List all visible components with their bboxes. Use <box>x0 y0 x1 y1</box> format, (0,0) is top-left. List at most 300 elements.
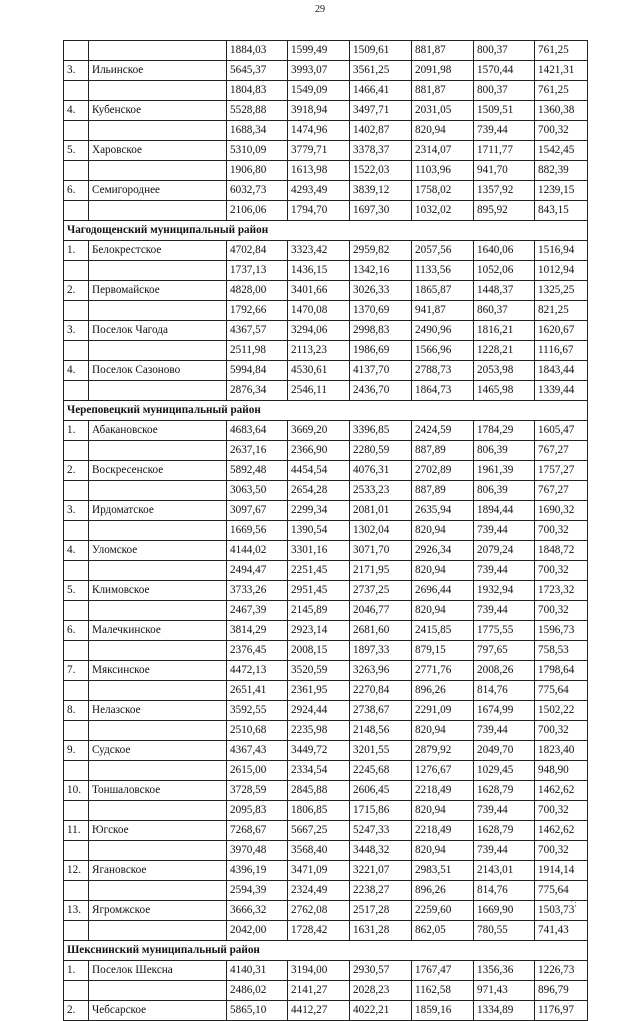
settlement-name: Харовское <box>89 141 227 161</box>
value-cell: 3993,07 <box>288 61 350 81</box>
value-cell: 739,44 <box>474 841 535 861</box>
value-cell: 2251,45 <box>288 561 350 581</box>
value-cell: 2788,73 <box>412 361 474 381</box>
value-cell: 3814,29 <box>227 621 288 641</box>
value-cell: 2238,27 <box>350 881 412 901</box>
value-cell: 1914,14 <box>535 861 588 881</box>
row-number <box>64 121 89 141</box>
value-cell: 2141,27 <box>288 981 350 1001</box>
value-cell: 739,44 <box>474 521 535 541</box>
value-cell: 3026,33 <box>350 281 412 301</box>
value-cell: 3221,07 <box>350 861 412 881</box>
settlement-name <box>89 81 227 101</box>
continuation-row <box>64 161 588 181</box>
value-cell: 2930,57 <box>350 961 412 981</box>
value-cell: 739,44 <box>474 601 535 621</box>
settlement-row <box>64 901 588 921</box>
settlement-name <box>89 801 227 821</box>
value-cell: 3970,48 <box>227 841 288 861</box>
value-cell: 971,43 <box>474 981 535 1001</box>
settlement-name <box>89 161 227 181</box>
value-cell: 2737,25 <box>350 581 412 601</box>
value-cell: 741,43 <box>535 921 588 941</box>
value-cell: 2490,96 <box>412 321 474 341</box>
value-cell: 4076,31 <box>350 461 412 481</box>
value-cell: 1302,04 <box>350 521 412 541</box>
settlement-row <box>64 581 588 601</box>
settlement-name <box>89 441 227 461</box>
value-cell: 2635,94 <box>412 501 474 521</box>
continuation-row <box>64 681 588 701</box>
value-cell: 1728,42 <box>288 921 350 941</box>
value-cell: 2042,00 <box>227 921 288 941</box>
continuation-row <box>64 201 588 221</box>
value-cell: 948,90 <box>535 761 588 781</box>
value-cell: 5892,48 <box>227 461 288 481</box>
settlement-name <box>89 381 227 401</box>
value-cell: 700,32 <box>535 561 588 581</box>
value-cell: 2876,34 <box>227 381 288 401</box>
value-cell: 820,94 <box>412 521 474 541</box>
value-cell: 1613,98 <box>288 161 350 181</box>
value-cell: 1605,47 <box>535 421 588 441</box>
settlement-name <box>89 481 227 501</box>
value-cell: 896,79 <box>535 981 588 1001</box>
value-cell: 1932,94 <box>474 581 535 601</box>
value-cell: 2983,51 <box>412 861 474 881</box>
value-cell: 2879,92 <box>412 741 474 761</box>
continuation-row <box>64 41 588 61</box>
value-cell: 1843,44 <box>535 361 588 381</box>
settlement-name: Чебсарское <box>89 1001 227 1021</box>
settlement-name: Абакановское <box>89 421 227 441</box>
value-cell: 2510,68 <box>227 721 288 741</box>
settlement-row <box>64 1001 588 1021</box>
value-cell: 1674,99 <box>474 701 535 721</box>
page-number: 29 <box>315 4 325 15</box>
value-cell: 3449,72 <box>288 741 350 761</box>
value-cell: 1961,39 <box>474 461 535 481</box>
value-cell: 1798,64 <box>535 661 588 681</box>
value-cell: 2517,28 <box>350 901 412 921</box>
value-cell: 1448,37 <box>474 281 535 301</box>
value-cell: 1421,31 <box>535 61 588 81</box>
row-number: 1. <box>64 421 89 441</box>
value-cell: 2415,85 <box>412 621 474 641</box>
value-cell: 1804,83 <box>227 81 288 101</box>
value-cell: 1370,69 <box>350 301 412 321</box>
row-number <box>64 881 89 901</box>
value-cell: 1509,51 <box>474 101 535 121</box>
value-cell: 1640,06 <box>474 241 535 261</box>
value-cell: 1794,70 <box>288 201 350 221</box>
continuation-row <box>64 921 588 941</box>
value-cell: 2681,60 <box>350 621 412 641</box>
value-cell: 2245,68 <box>350 761 412 781</box>
value-cell: 1848,72 <box>535 541 588 561</box>
settlement-name <box>89 981 227 1001</box>
value-cell: 2280,59 <box>350 441 412 461</box>
settlement-name: Семигороднее <box>89 181 227 201</box>
value-cell: 1859,16 <box>412 1001 474 1021</box>
row-number: 8. <box>64 701 89 721</box>
settlement-name: Поселок Чагода <box>89 321 227 341</box>
value-cell: 1502,22 <box>535 701 588 721</box>
value-cell: 1549,09 <box>288 81 350 101</box>
row-number: 2. <box>64 461 89 481</box>
value-cell: 3301,16 <box>288 541 350 561</box>
value-cell: 1116,67 <box>535 341 588 361</box>
value-cell: 2148,56 <box>350 721 412 741</box>
settlement-name: Белокрестское <box>89 241 227 261</box>
value-cell: 3733,26 <box>227 581 288 601</box>
value-cell: 3063,50 <box>227 481 288 501</box>
settlement-name: Поселок Шексна <box>89 961 227 981</box>
settlement-name: Ягромжское <box>89 901 227 921</box>
settlement-name: Ягановское <box>89 861 227 881</box>
value-cell: 4022,21 <box>350 1001 412 1021</box>
value-cell: 700,32 <box>535 121 588 141</box>
row-number <box>64 601 89 621</box>
value-cell: 2424,59 <box>412 421 474 441</box>
value-cell: 2467,39 <box>227 601 288 621</box>
value-cell: 1697,30 <box>350 201 412 221</box>
value-cell: 5994,84 <box>227 361 288 381</box>
settlement-name: Ильинское <box>89 61 227 81</box>
continuation-row <box>64 561 588 581</box>
value-cell: 896,26 <box>412 881 474 901</box>
value-cell: 814,76 <box>474 881 535 901</box>
value-cell: 1542,45 <box>535 141 588 161</box>
value-cell: 896,26 <box>412 681 474 701</box>
continuation-row <box>64 721 588 741</box>
row-number: 5. <box>64 581 89 601</box>
settlement-row <box>64 281 588 301</box>
value-cell: 5528,88 <box>227 101 288 121</box>
value-cell: 881,87 <box>412 41 474 61</box>
value-cell: 820,94 <box>412 721 474 741</box>
value-cell: 2696,44 <box>412 581 474 601</box>
settlement-name <box>89 261 227 281</box>
settlement-row <box>64 141 588 161</box>
value-cell: 4293,49 <box>288 181 350 201</box>
value-cell: 700,32 <box>535 841 588 861</box>
row-number: 7. <box>64 661 89 681</box>
value-cell: 2028,23 <box>350 981 412 1001</box>
value-cell: 4530,61 <box>288 361 350 381</box>
value-cell: 2171,95 <box>350 561 412 581</box>
value-cell: 2606,45 <box>350 781 412 801</box>
settlement-row <box>64 361 588 381</box>
settlement-name <box>89 721 227 741</box>
continuation-row <box>64 641 588 661</box>
value-cell: 3448,32 <box>350 841 412 861</box>
value-cell: 3918,94 <box>288 101 350 121</box>
value-cell: 941,87 <box>412 301 474 321</box>
value-cell: 1436,15 <box>288 261 350 281</box>
value-cell: 3666,32 <box>227 901 288 921</box>
value-cell: 1669,90 <box>474 901 535 921</box>
value-cell: 4683,64 <box>227 421 288 441</box>
value-cell: 5667,25 <box>288 821 350 841</box>
row-number: 1. <box>64 961 89 981</box>
value-cell: 2095,83 <box>227 801 288 821</box>
value-cell: 700,32 <box>535 521 588 541</box>
row-number <box>64 761 89 781</box>
value-cell: 1570,44 <box>474 61 535 81</box>
value-cell: 800,37 <box>474 81 535 101</box>
row-number: 4. <box>64 361 89 381</box>
value-cell: 2546,11 <box>288 381 350 401</box>
value-cell: 775,64 <box>535 681 588 701</box>
value-cell: 2046,77 <box>350 601 412 621</box>
value-cell: 879,15 <box>412 641 474 661</box>
value-cell: 2511,98 <box>227 341 288 361</box>
settlement-name <box>89 201 227 221</box>
row-number <box>64 921 89 941</box>
value-cell: 1334,89 <box>474 1001 535 1021</box>
settlement-row <box>64 61 588 81</box>
value-cell: 2270,84 <box>350 681 412 701</box>
value-cell: 2771,76 <box>412 661 474 681</box>
value-cell: 4140,31 <box>227 961 288 981</box>
settlement-row <box>64 501 588 521</box>
tariff-table <box>63 40 588 1021</box>
continuation-row <box>64 521 588 541</box>
continuation-row <box>64 121 588 141</box>
row-number <box>64 841 89 861</box>
district-title: Чагодощенский муниципальный район <box>64 221 588 241</box>
value-cell: 5645,37 <box>227 61 288 81</box>
value-cell: 3201,55 <box>350 741 412 761</box>
value-cell: 1628,79 <box>474 821 535 841</box>
value-cell: 2008,26 <box>474 661 535 681</box>
value-cell: 2235,98 <box>288 721 350 741</box>
value-cell: 1775,55 <box>474 621 535 641</box>
row-number <box>64 381 89 401</box>
district-header-row <box>64 941 588 961</box>
value-cell: 1599,49 <box>288 41 350 61</box>
value-cell: 3323,42 <box>288 241 350 261</box>
value-cell: 3071,70 <box>350 541 412 561</box>
continuation-row <box>64 601 588 621</box>
settlement-row <box>64 741 588 761</box>
value-cell: 5865,10 <box>227 1001 288 1021</box>
settlement-name: Климовское <box>89 581 227 601</box>
value-cell: 3568,40 <box>288 841 350 861</box>
value-cell: 1792,66 <box>227 301 288 321</box>
value-cell: 4396,19 <box>227 861 288 881</box>
value-cell: 4454,54 <box>288 461 350 481</box>
row-number <box>64 801 89 821</box>
value-cell: 2998,83 <box>350 321 412 341</box>
settlement-name <box>89 121 227 141</box>
row-number <box>64 341 89 361</box>
value-cell: 2594,39 <box>227 881 288 901</box>
value-cell: 895,92 <box>474 201 535 221</box>
value-cell: 1325,25 <box>535 281 588 301</box>
settlement-row <box>64 181 588 201</box>
value-cell: 2738,67 <box>350 701 412 721</box>
value-cell: 1784,29 <box>474 421 535 441</box>
value-cell: 1239,15 <box>535 181 588 201</box>
value-cell: 814,76 <box>474 681 535 701</box>
value-cell: 1986,69 <box>350 341 412 361</box>
continuation-row <box>64 881 588 901</box>
value-cell: 843,15 <box>535 201 588 221</box>
value-cell: 1631,28 <box>350 921 412 941</box>
value-cell: 3839,12 <box>350 181 412 201</box>
value-cell: 2057,56 <box>412 241 474 261</box>
value-cell: 1052,06 <box>474 261 535 281</box>
value-cell: 2053,98 <box>474 361 535 381</box>
settlement-name: Первомайское <box>89 281 227 301</box>
row-number: 13. <box>64 901 89 921</box>
district-title: Шекснинский муниципальный район <box>64 941 588 961</box>
row-number <box>64 261 89 281</box>
value-cell: 1360,38 <box>535 101 588 121</box>
row-number: 6. <box>64 181 89 201</box>
value-cell: 1509,61 <box>350 41 412 61</box>
row-number <box>64 721 89 741</box>
row-number: 11. <box>64 821 89 841</box>
row-number <box>64 41 89 61</box>
settlement-name <box>89 561 227 581</box>
value-cell: 761,25 <box>535 41 588 61</box>
value-cell: 1228,21 <box>474 341 535 361</box>
settlement-name: Воскресенское <box>89 461 227 481</box>
settlement-name <box>89 641 227 661</box>
value-cell: 2486,02 <box>227 981 288 1001</box>
value-cell: 1767,47 <box>412 961 474 981</box>
settlement-name: Ирдоматское <box>89 501 227 521</box>
value-cell: 820,94 <box>412 601 474 621</box>
settlement-name: Нелазское <box>89 701 227 721</box>
row-number: 2. <box>64 1001 89 1021</box>
value-cell: 739,44 <box>474 801 535 821</box>
value-cell: 1864,73 <box>412 381 474 401</box>
value-cell: 1620,67 <box>535 321 588 341</box>
settlement-name: Тоншаловское <box>89 781 227 801</box>
value-cell: 1465,98 <box>474 381 535 401</box>
value-cell: 1688,34 <box>227 121 288 141</box>
value-cell: 1897,33 <box>350 641 412 661</box>
continuation-row <box>64 381 588 401</box>
value-cell: 2049,70 <box>474 741 535 761</box>
value-cell: 2702,89 <box>412 461 474 481</box>
settlement-name: Уломское <box>89 541 227 561</box>
value-cell: 1390,54 <box>288 521 350 541</box>
value-cell: 1462,62 <box>535 821 588 841</box>
value-cell: 862,05 <box>412 921 474 941</box>
value-cell: 2008,15 <box>288 641 350 661</box>
value-cell: 3401,66 <box>288 281 350 301</box>
value-cell: 1669,56 <box>227 521 288 541</box>
value-cell: 881,87 <box>412 81 474 101</box>
value-cell: 2106,06 <box>227 201 288 221</box>
value-cell: 1462,62 <box>535 781 588 801</box>
continuation-row <box>64 301 588 321</box>
continuation-row <box>64 261 588 281</box>
value-cell: 887,89 <box>412 481 474 501</box>
value-cell: 761,25 <box>535 81 588 101</box>
value-cell: 1474,96 <box>288 121 350 141</box>
value-cell: 1012,94 <box>535 261 588 281</box>
settlement-row <box>64 661 588 681</box>
value-cell: 1276,67 <box>412 761 474 781</box>
value-cell: 2533,23 <box>350 481 412 501</box>
value-cell: 2845,88 <box>288 781 350 801</box>
value-cell: 3263,96 <box>350 661 412 681</box>
value-cell: 2299,34 <box>288 501 350 521</box>
value-cell: 2924,44 <box>288 701 350 721</box>
value-cell: 6032,73 <box>227 181 288 201</box>
value-cell: 2145,89 <box>288 601 350 621</box>
value-cell: 1757,27 <box>535 461 588 481</box>
value-cell: 2436,70 <box>350 381 412 401</box>
value-cell: 1865,87 <box>412 281 474 301</box>
value-cell: 820,94 <box>412 561 474 581</box>
value-cell: 1566,96 <box>412 341 474 361</box>
continuation-row <box>64 841 588 861</box>
settlement-name <box>89 301 227 321</box>
value-cell: 806,39 <box>474 481 535 501</box>
value-cell: 2615,00 <box>227 761 288 781</box>
value-cell: 780,55 <box>474 921 535 941</box>
settlement-row <box>64 421 588 441</box>
value-cell: 1133,56 <box>412 261 474 281</box>
value-cell: 2031,05 <box>412 101 474 121</box>
value-cell: 800,37 <box>474 41 535 61</box>
value-cell: 2361,95 <box>288 681 350 701</box>
continuation-row <box>64 341 588 361</box>
settlement-row <box>64 541 588 561</box>
continuation-row <box>64 981 588 1001</box>
row-number: 6. <box>64 621 89 641</box>
value-cell: 700,32 <box>535 601 588 621</box>
value-cell: 1402,87 <box>350 121 412 141</box>
value-cell: 860,37 <box>474 301 535 321</box>
row-number <box>64 301 89 321</box>
value-cell: 2923,14 <box>288 621 350 641</box>
row-number <box>64 161 89 181</box>
row-number <box>64 201 89 221</box>
row-number <box>64 561 89 581</box>
value-cell: 767,27 <box>535 441 588 461</box>
value-cell: 1029,45 <box>474 761 535 781</box>
row-number: 1. <box>64 241 89 261</box>
value-cell: 3520,59 <box>288 661 350 681</box>
value-cell: 2366,90 <box>288 441 350 461</box>
row-number <box>64 481 89 501</box>
value-cell: 3396,85 <box>350 421 412 441</box>
row-number <box>64 681 89 701</box>
value-cell: 2376,45 <box>227 641 288 661</box>
value-cell: 700,32 <box>535 721 588 741</box>
settlement-name <box>89 601 227 621</box>
value-cell: 739,44 <box>474 121 535 141</box>
value-cell: 4702,84 <box>227 241 288 261</box>
value-cell: 2926,34 <box>412 541 474 561</box>
settlement-row <box>64 861 588 881</box>
value-cell: 821,25 <box>535 301 588 321</box>
value-cell: 1758,02 <box>412 181 474 201</box>
value-cell: 1894,44 <box>474 501 535 521</box>
value-cell: 739,44 <box>474 721 535 741</box>
value-cell: 1884,03 <box>227 41 288 61</box>
value-cell: 4828,00 <box>227 281 288 301</box>
settlement-row <box>64 961 588 981</box>
